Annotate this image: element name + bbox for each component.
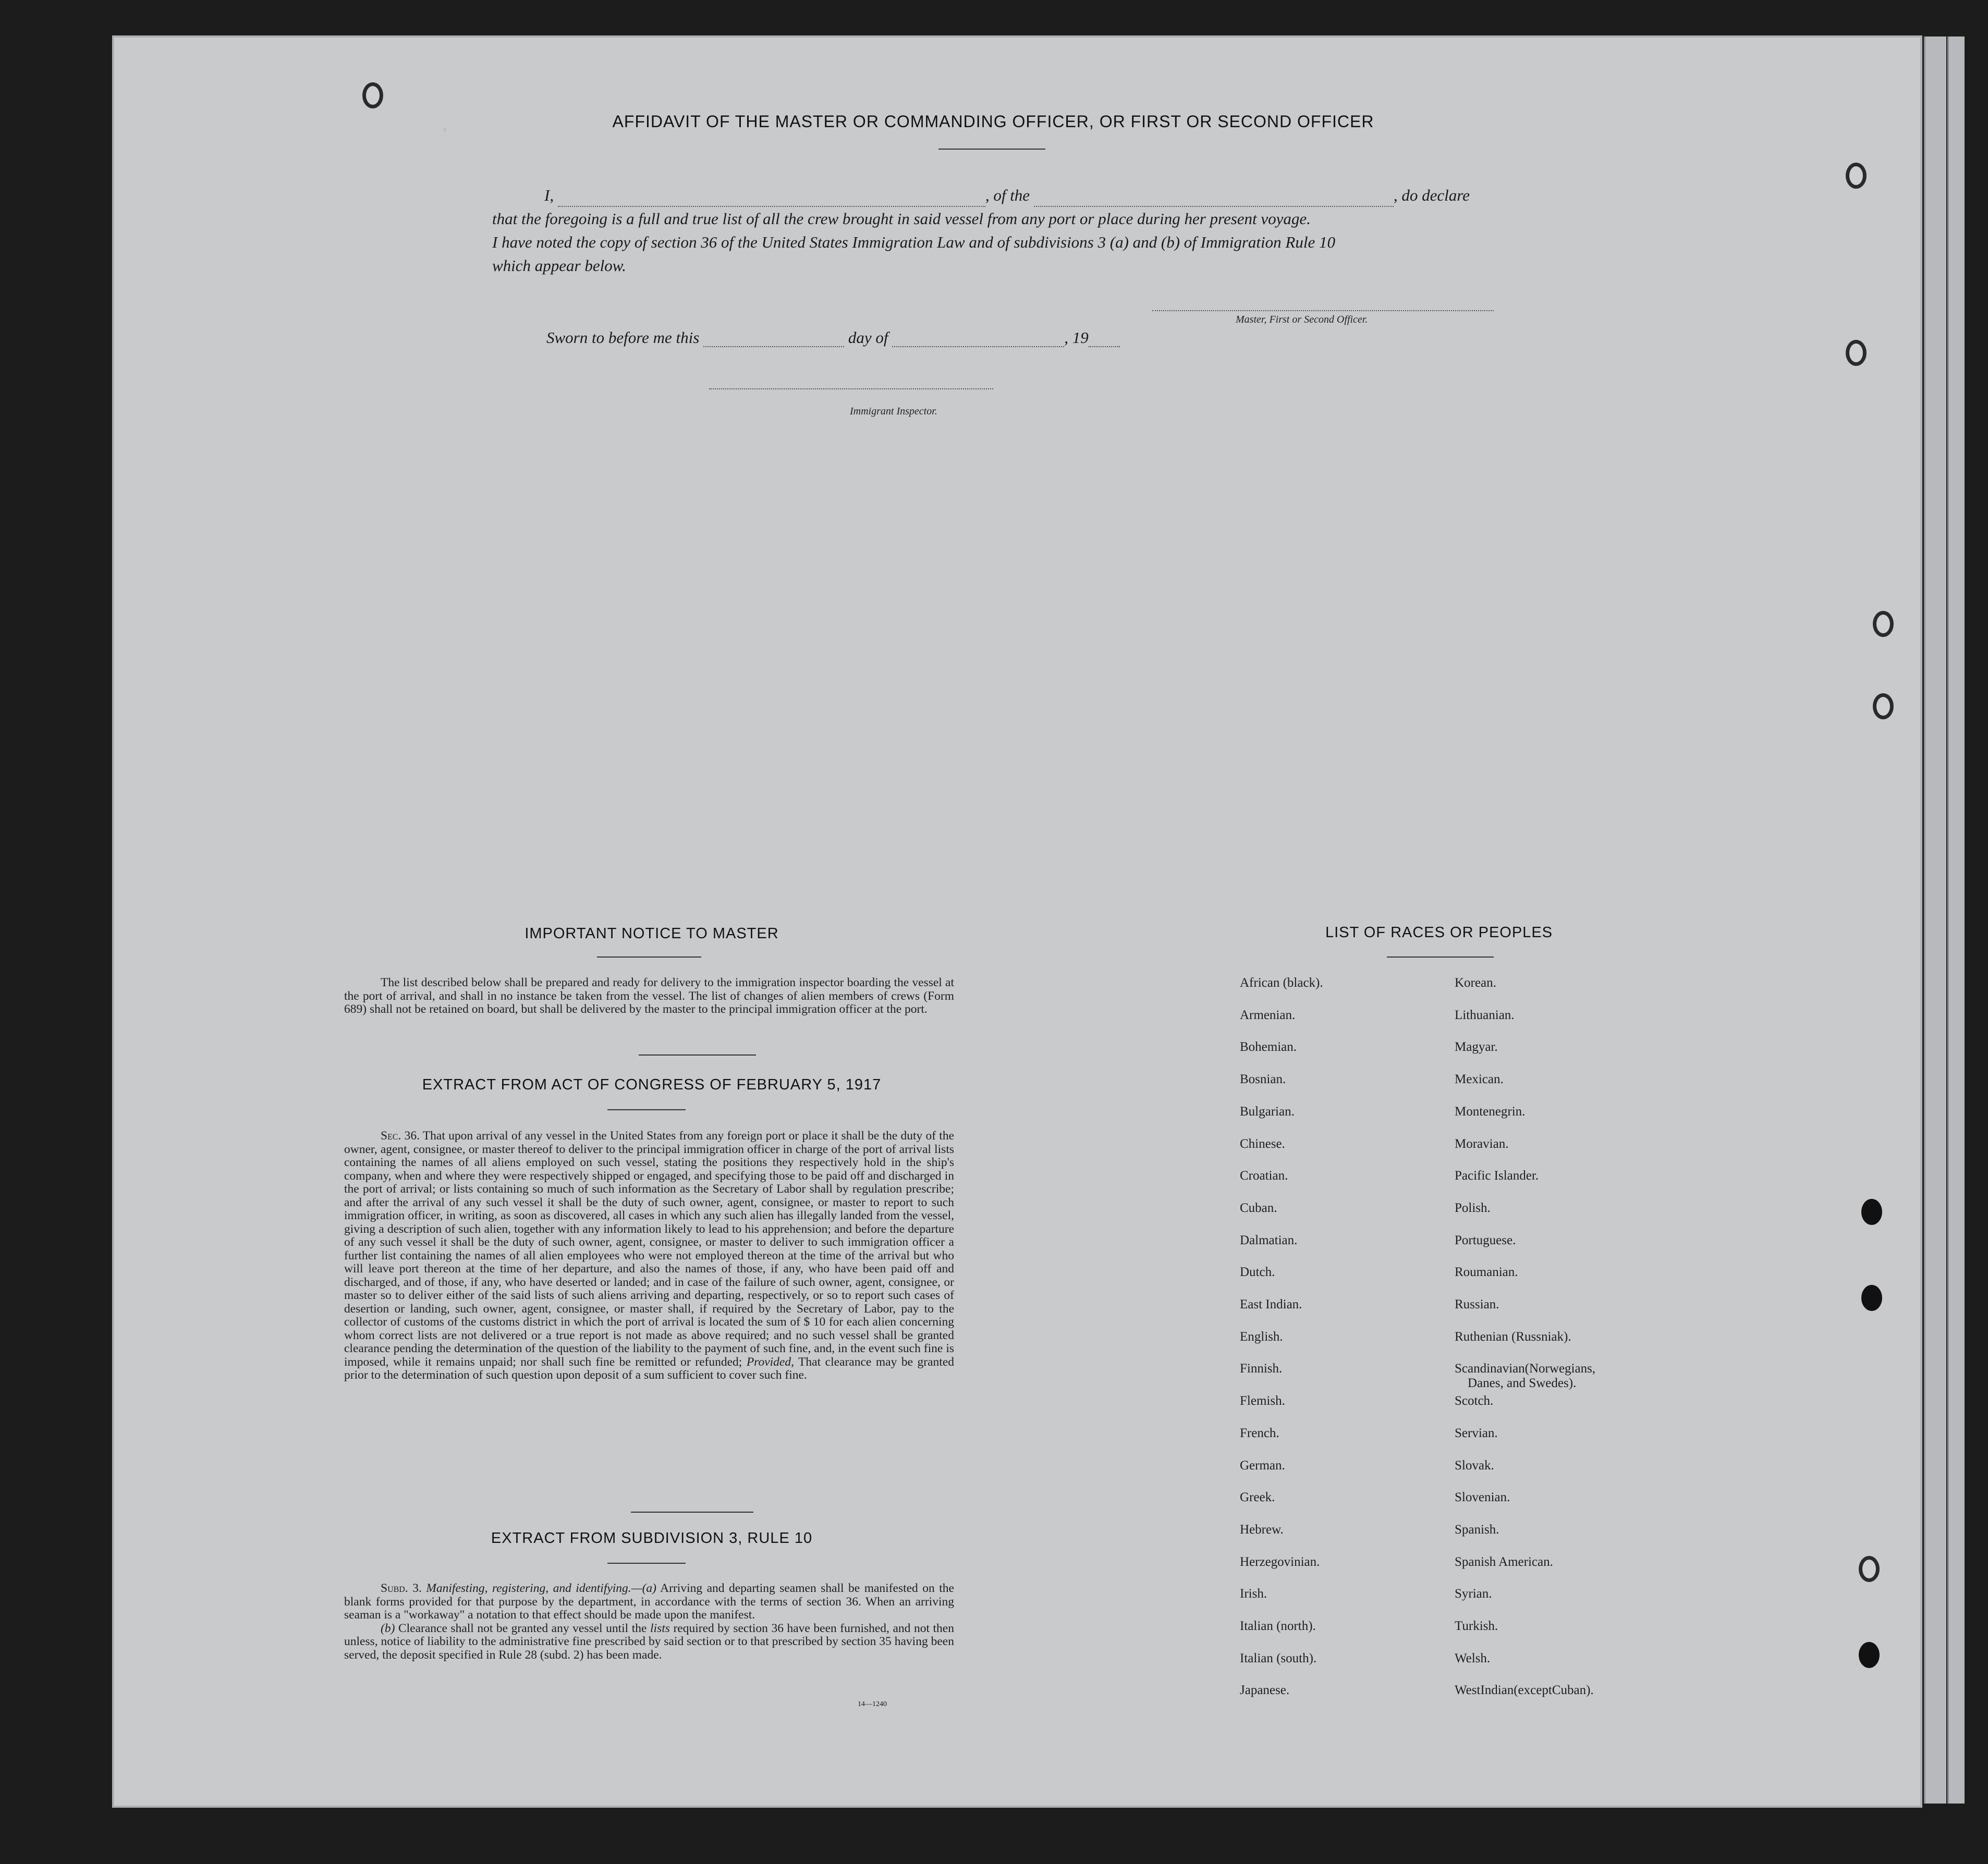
bleed-through-mark: ·: [438, 117, 452, 143]
race-item: Roumanian.: [1455, 1265, 1518, 1280]
race-item: Lithuanian.: [1455, 1008, 1515, 1022]
punch-hole: [1859, 1556, 1880, 1582]
page-edge-strip-back: [1947, 36, 1965, 1804]
race-item: African (black).: [1240, 976, 1323, 990]
race-item: Finnish.: [1240, 1362, 1283, 1376]
race-item: Scotch.: [1455, 1394, 1494, 1408]
races-underline: [1387, 956, 1494, 958]
provided-label: Provided,: [746, 1355, 794, 1369]
race-item: Korean.: [1455, 976, 1496, 990]
page-edge-strip: [1924, 36, 1946, 1804]
sworn-month-field[interactable]: [892, 346, 1064, 347]
race-item: Magyar.: [1455, 1040, 1498, 1054]
affidavit-title: AFFIDAVIT OF THE MASTER OR COMMANDING OFFICER, OR FIRST OR SECOND OFFICER: [612, 112, 1374, 131]
race-item: Italian (north).: [1240, 1619, 1316, 1633]
race-item: Pacific Islander.: [1455, 1169, 1539, 1183]
divider: [631, 1512, 753, 1513]
master-signature-line[interactable]: [1152, 310, 1494, 311]
race-item: Welsh.: [1455, 1651, 1491, 1665]
race-item: Flemish.: [1240, 1394, 1285, 1408]
race-item: Portuguese.: [1455, 1233, 1516, 1247]
day-of-label: day of: [848, 328, 888, 347]
race-item: Herzegovinian.: [1240, 1554, 1320, 1569]
race-item: Bohemian.: [1240, 1040, 1297, 1054]
i-label: I,: [544, 186, 554, 204]
race-item: Polish.: [1455, 1200, 1491, 1215]
punch-hole: [1873, 693, 1894, 719]
race-item: Hebrew.: [1240, 1522, 1284, 1537]
race-item: Scandinavian(Norwegians,: [1455, 1362, 1596, 1376]
race-item: Armenian.: [1240, 1008, 1296, 1022]
race-item: Montenegrin.: [1455, 1104, 1526, 1119]
title-underline: [938, 149, 1045, 150]
race-item: Dutch.: [1240, 1265, 1275, 1280]
race-item: Slovak.: [1455, 1458, 1494, 1473]
race-item: Irish.: [1240, 1587, 1267, 1601]
race-item: Turkish.: [1455, 1619, 1498, 1633]
sworn-year-field[interactable]: [1089, 346, 1120, 347]
affidavit-declaration: [492, 183, 1496, 277]
declaration-line-4: which appear below.: [492, 256, 626, 275]
race-item: Chinese.: [1240, 1136, 1285, 1151]
master-label: Master, First or Second Officer.: [1236, 314, 1368, 325]
inspector-label: Immigrant Inspector.: [850, 406, 937, 417]
race-item: Bosnian.: [1240, 1072, 1286, 1087]
race-item: Syrian.: [1455, 1587, 1492, 1601]
race-item: Croatian.: [1240, 1169, 1288, 1183]
race-item: Moravian.: [1455, 1136, 1509, 1151]
race-item: Danes, and Swedes).: [1468, 1376, 1577, 1390]
act-underline: [607, 1109, 686, 1110]
race-item: English.: [1240, 1329, 1283, 1344]
punch-hole: [1861, 1285, 1882, 1311]
race-item: WestIndian(exceptCuban).: [1455, 1683, 1594, 1698]
race-item: Spanish American.: [1455, 1554, 1553, 1569]
sworn-day-field[interactable]: [703, 346, 844, 347]
divider: [639, 1054, 756, 1056]
race-item: Russian.: [1455, 1297, 1499, 1311]
rule10-underline: [607, 1563, 686, 1564]
notice-underline: [597, 956, 701, 958]
race-item: German.: [1240, 1458, 1285, 1473]
race-item: Japanese.: [1240, 1683, 1290, 1698]
race-item: East Indian.: [1240, 1297, 1302, 1311]
punch-hole: [1861, 1199, 1882, 1225]
form-number: 14—1240: [858, 1700, 887, 1708]
race-item: Cuban.: [1240, 1200, 1277, 1215]
punch-hole: [1846, 163, 1867, 189]
act-title: EXTRACT FROM ACT OF CONGRESS OF FEBRUARY 5, 1917: [422, 1076, 882, 1093]
sworn-line: [546, 328, 1120, 347]
rule10-title: EXTRACT FROM SUBDIVISION 3, RULE 10: [491, 1530, 813, 1547]
inspector-signature-line[interactable]: [709, 388, 993, 389]
punch-hole: [1846, 340, 1867, 366]
notice-title: IMPORTANT NOTICE TO MASTER: [525, 925, 779, 942]
race-item: Slovenian.: [1455, 1490, 1510, 1505]
year-label: , 19: [1064, 328, 1089, 347]
race-item: Bulgarian.: [1240, 1104, 1295, 1119]
race-item: Spanish.: [1455, 1522, 1499, 1537]
race-item: Greek.: [1240, 1490, 1275, 1505]
declaration-line-3: I have noted the copy of section 36 of the United States Immigration Law and of subdivisions 3 (a) and (b) of Immigration Rule 10: [492, 233, 1335, 251]
race-item: French.: [1240, 1426, 1279, 1440]
of-the-label: , of the: [985, 186, 1030, 204]
notice-body: The list described below shall be prepared and ready for delivery to the immigration inspector boarding the vessel at the port of arrival, and shall in no instance be taken from the vessel. The list of changes of alien members of crews (Form 689) shall not be retained on board, but shall be delivered by the master to the principal immigration officer at the port.: [344, 976, 954, 1016]
punch-hole: [1859, 1642, 1880, 1668]
race-item: Ruthenian (Russniak).: [1455, 1329, 1571, 1344]
punch-hole: [362, 82, 383, 108]
punch-hole: [1873, 611, 1894, 637]
rule10-body: Subd. 3. Manifesting, registering, and identifying.—(a) Arriving and departing seamen shall be manifested on the blank forms provided for that purpose by the department, in accordance with the terms of section 36. When an arriving seaman is a "workaway" a notation to that effect should be made upon the manifest. (b) Clearance shall not be granted any vessel until the lists required by section 36 have been furnished, and not then unless, notice of liability to the administrative fine prescribed by said section or to that prescribed by section 35 having been served, the deposit specified in Rule 28 (subd. 2) has been made.: [344, 1581, 954, 1662]
declaration-line-2: that the foregoing is a full and true list of all the crew brought in said vessel from any port or place during her present voyage.: [492, 210, 1311, 228]
race-item: Italian (south).: [1240, 1651, 1317, 1665]
race-item: Servian.: [1455, 1426, 1498, 1440]
do-declare-label: , do declare: [1393, 186, 1470, 204]
race-item: Dalmatian.: [1240, 1233, 1298, 1247]
act-body: Sec. 36. That upon arrival of any vessel in the United States from any foreign port or place it shall be the duty of the owner, agent, consignee, or master thereof to deliver to the principal immigration officer in charge of the port of arrival lists containing the names of all aliens employed on such vessel, stating the positions they respectively hold in the ship's company, when and where they were respectively shipped or engaged, and specifying those to be paid off and discharged in the port of arrival; or lists containing so much of such information as the Secretary of Labor shall by regulation prescribe; and after the arrival of any such vessel it shall be the duty of such owner, agent, consignee, or master to report to such immigration officer, in writing, as soon as discovered, all cases in which any such alien has illegally landed from the vessel, giving a description of such alien, together with any information likely to lead to his apprehension; and before the departure of any such vessel it shall be the duty of such owner, agent, consignee, or master to deliver to such immigration officer a further list containing the names of all alien employees who were not employed thereon at the time of the arrival but who will leave port thereon at the time of her departure, and also the names of those, if any, who have been paid off and discharged, and of those, if any, who have deserted or landed; and in case of the failure of such owner, agent, consignee, or master so to deliver either of the said lists of such aliens arriving and departing, respectively, or so to report such cases of desertion or landing, such owner, agent, consignee, or master shall, if required by the Secretary of Labor, pay to the collector of customs of the customs district in which the port of arrival is located the sum of $ 10 for each alien concerning whom correct lists are not delivered or a true report is not made as above required; and no such vessel shall be granted clearance pending the determination of the question of the liability to the payment of such fine, and, in the event such fine is imposed, while it remains unpaid; nor shall such fine be remitted or refunded; Provided, That clearance may be granted prior to the determination of such question upon deposit of a sum sufficient to cover such fine.: [344, 1129, 955, 1382]
race-item: Mexican.: [1455, 1072, 1504, 1087]
races-title: LIST OF RACES OR PEOPLES: [1325, 924, 1553, 941]
section-label: Sec. 36.: [381, 1129, 420, 1143]
sworn-label: Sworn to before me this: [546, 328, 700, 347]
